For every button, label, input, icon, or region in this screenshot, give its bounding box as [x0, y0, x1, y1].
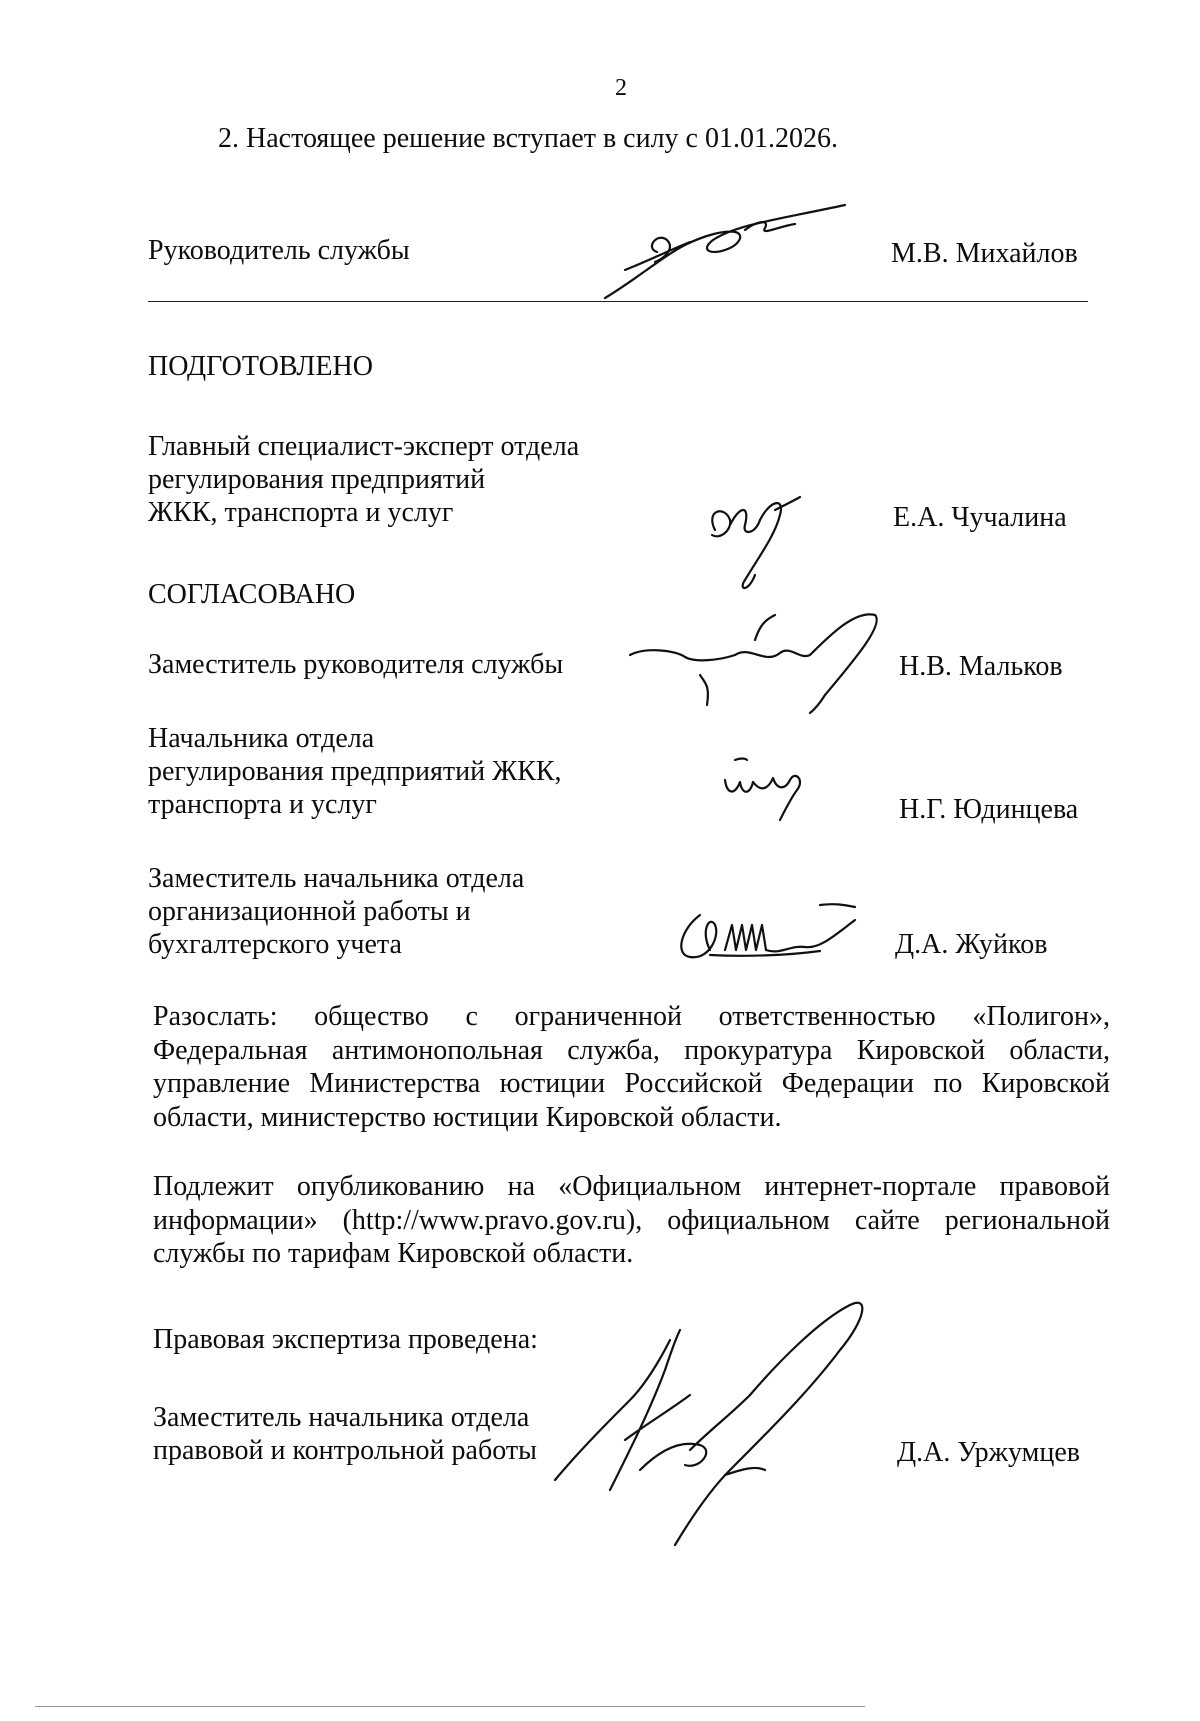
clause-text: 2. Настоящее решение вступает в силу с 01.01.2026. [218, 123, 838, 154]
signer-2-name: Н.Г. Юдинцева [899, 794, 1079, 825]
signature-signer-1 [625, 605, 895, 715]
legal-review-heading: Правовая экспертиза проведена: [153, 1324, 538, 1355]
signer-2-line-1: Начальника отдела [148, 723, 375, 754]
prepared-heading: ПОДГОТОВЛЕНО [148, 351, 373, 382]
signature-signer-2 [715, 750, 825, 830]
signer-1-name: Н.В. Мальков [899, 651, 1063, 682]
prepared-line-2: регулирования предприятий [148, 464, 486, 495]
publication-paragraph: Подлежит опубликованию на «Официальном интернет-портале правовой информации» (http://www.pravo.gov.ru), официальном сайте региональной службы по тарифам Кировской области. [153, 1171, 1110, 1269]
head-name: М.В. Михайлов [891, 238, 1078, 269]
signer-3-line-2: организационной работы и [148, 896, 471, 927]
signature-legal-review [550, 1300, 890, 1550]
prepared-line-1: Главный специалист-эксперт отдела [148, 431, 580, 462]
prepared-line-3: ЖКК, транспорта и услуг [148, 497, 454, 528]
signer-3-name: Д.А. Жуйков [895, 929, 1048, 960]
legal-review-line-2: правовой и контрольной работы [153, 1435, 537, 1466]
head-title: Руководитель службы [148, 235, 410, 266]
scan-bottom-line [35, 1706, 865, 1707]
signer-3-line-1: Заместитель начальника отдела [148, 863, 525, 894]
page-number: 2 [615, 75, 627, 101]
legal-review-name: Д.А. Уржумцев [897, 1437, 1081, 1468]
signer-1-line-1: Заместитель руководителя службы [148, 649, 564, 680]
signature-head [595, 200, 855, 310]
prepared-name: Е.А. Чучалина [893, 502, 1067, 533]
signer-3-line-3: бухгалтерского учета [148, 929, 402, 960]
distribution-paragraph: Разослать: общество с ограниченной ответственностью «Полигон», Федеральная антимонопольная служба, прокуратура Кировской области, управление Министерства юстиции Российской Федерации по Кировской области, министерство юстиции Кировской области. [153, 1001, 1110, 1133]
agreed-heading: СОГЛАСОВАНО [148, 579, 356, 610]
legal-review-line-1: Заместитель начальника отдела [153, 1402, 530, 1433]
signature-signer-3 [670, 895, 890, 985]
signer-2-line-2: регулирования предприятий ЖКК, [148, 756, 562, 787]
signature-prepared [700, 495, 820, 595]
signer-2-line-3: транспорта и услуг [148, 789, 377, 820]
